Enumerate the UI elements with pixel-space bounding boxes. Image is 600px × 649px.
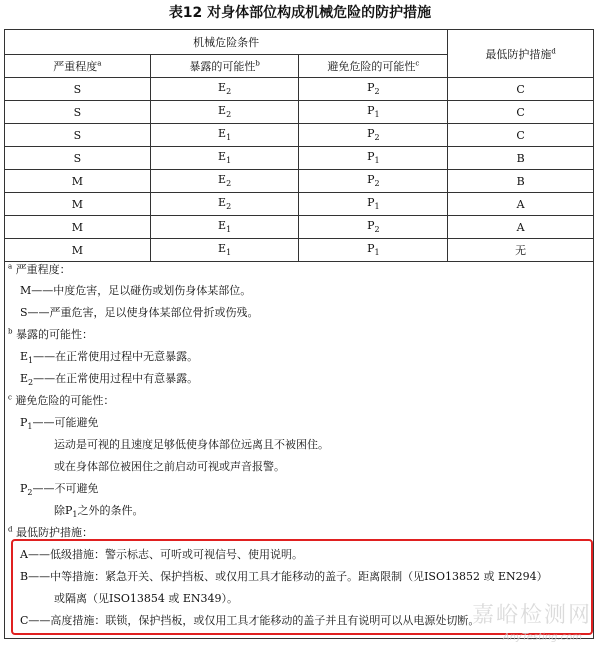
severity-cell: S: [5, 124, 151, 147]
measure-cell: C: [448, 124, 594, 147]
severity-cell: S: [5, 101, 151, 124]
watermark: 嘉峪检测网: [471, 603, 592, 628]
table-row: [5, 101, 594, 124]
avoid-cell: $P_2$: [299, 78, 448, 101]
avoid-cell: $P_1$: [299, 101, 448, 124]
table-row: [5, 170, 594, 193]
exposure-cell: $E_2$: [150, 78, 299, 101]
avoid-cell: $P_1$: [299, 193, 448, 216]
table-row: [5, 124, 594, 147]
note-d-a: A——低级措施：警示标志、可听或可视信号、使用说明。: [20, 548, 303, 561]
table-row: [5, 239, 594, 262]
measure-cell: A: [448, 193, 594, 216]
watermark-sub: AnyTesting.com: [502, 632, 582, 643]
exposure-cell: $E_2$: [150, 193, 299, 216]
note-d: $^d$ 最低防护措施：: [8, 525, 93, 539]
note-d-b: B——中等措施：紧急开关、保护挡板、或仅用工具才能移动的盖子。距离限制（见ISO13852 或 EN294）: [20, 570, 548, 583]
table-row: [5, 216, 594, 239]
note-a-s: S——严重危害，足以使身体某部位骨折或伤残。: [20, 306, 259, 319]
note-b-e2: $E_2——$在正常使用过程中有意暴露。: [20, 372, 199, 388]
note-c-p2: $P_2——$不可避免: [20, 482, 99, 498]
note-c-p1: $P_1——$可能避免: [20, 416, 99, 432]
note-d-b-line2: 或隔离（见ISO13854 或 EN349）。: [54, 592, 239, 605]
table-title: 表12 对身体部位构成机械危险的防护措施: [168, 5, 432, 21]
note-b-e1: $E_1——$在正常使用过程中无意暴露。: [20, 350, 199, 366]
measure-cell: C: [448, 101, 594, 124]
exposure-cell: $E_1$: [150, 216, 299, 239]
note-c-p1-line3: 或在身体部位被困住之前启动可视或声音报警。: [54, 460, 285, 473]
note-c-p1-line2: 运动是可视的且速度足够低使身体部位远离且不被困住。: [54, 438, 329, 451]
table-row: [5, 78, 594, 101]
note-c: $^c$ 避免危险的可能性：: [8, 393, 115, 407]
table-row: [5, 193, 594, 216]
note-b: $^b$ 暴露的可能性：: [8, 327, 93, 341]
measure-header: 最低防护措施$^d$: [448, 30, 594, 78]
severity-header: 严重程度$^a$: [5, 55, 151, 78]
exposure-cell: $E_1$: [150, 239, 299, 262]
avoid-cell: $P_1$: [299, 147, 448, 170]
measure-cell: B: [448, 147, 594, 170]
severity-cell: S: [5, 147, 151, 170]
avoid-cell: $P_1$: [299, 239, 448, 262]
severity-cell: M: [5, 170, 151, 193]
exposure-header: 暴露的可能性$^b$: [150, 55, 299, 78]
table-row: [5, 147, 594, 170]
exposure-cell: $E_1$: [150, 147, 299, 170]
protection-measures-table: [4, 29, 594, 262]
severity-cell: M: [5, 193, 151, 216]
measure-cell: A: [448, 216, 594, 239]
severity-cell: M: [5, 239, 151, 262]
avoid-header: 避免危险的可能性$^c$: [299, 55, 448, 78]
measure-cell: 无: [448, 239, 594, 262]
avoid-cell: $P_2$: [299, 216, 448, 239]
group-header: 机械危险条件: [5, 30, 448, 55]
exposure-cell: $E_1$: [150, 124, 299, 147]
avoid-cell: $P_2$: [299, 170, 448, 193]
severity-cell: S: [5, 78, 151, 101]
measure-cell: B: [448, 170, 594, 193]
note-a-m: M——中度危害，足以碰伤或划伤身体某部位。: [20, 284, 252, 297]
note-a: $^a$ 严重程度：: [8, 262, 71, 276]
severity-cell: M: [5, 216, 151, 239]
avoid-cell: $P_2$: [299, 124, 448, 147]
note-c-p2-line2: 除$P_1$之外的条件。: [54, 504, 144, 520]
note-d-c: C——高度措施：联锁，保护挡板，或仅用工具才能移动的盖子并且有说明可以从电源处切断。: [20, 614, 480, 627]
measure-cell: C: [448, 78, 594, 101]
exposure-cell: $E_2$: [150, 170, 299, 193]
exposure-cell: $E_2$: [150, 101, 299, 124]
